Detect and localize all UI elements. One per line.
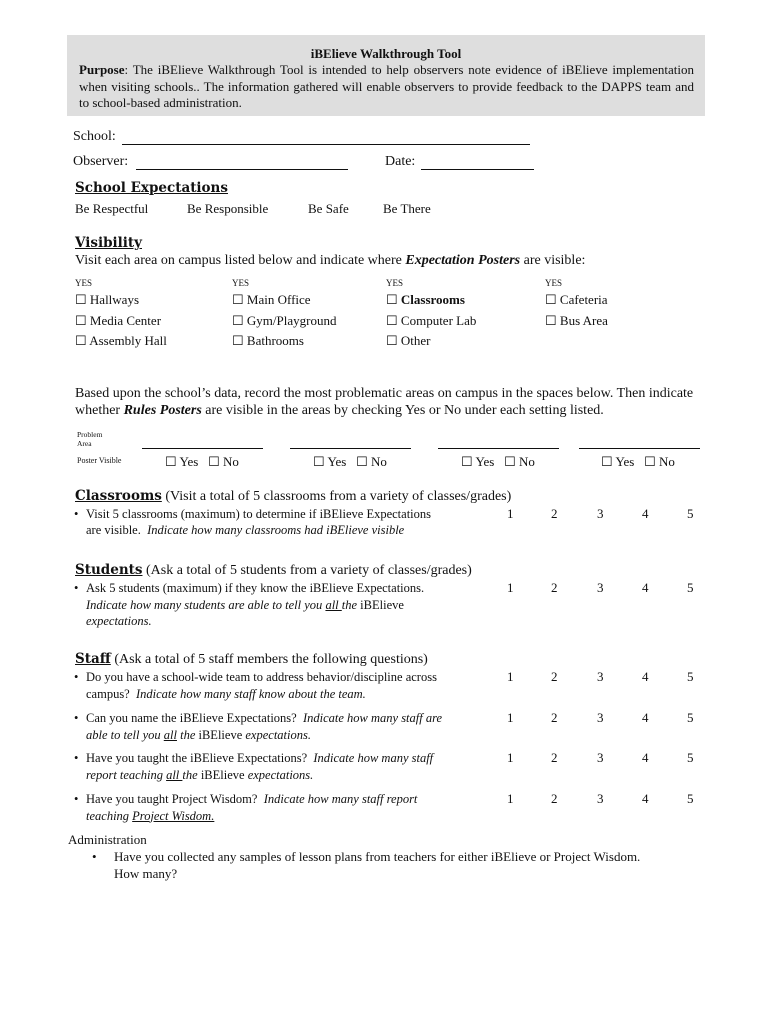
poster-visible-label: Poster Visible: [77, 456, 122, 465]
area-checkbox-computer-lab[interactable]: ☐ Computer Lab: [386, 313, 477, 328]
staff-question-4: • Have you taught Project Wisdom? Indicate how many staff report teaching Project Wisdom.: [86, 791, 417, 824]
expectation-item: Be Respectful: [75, 201, 149, 216]
area-checkbox-main-office[interactable]: ☐ Main Office: [232, 292, 311, 307]
observer-label: Observer:: [73, 154, 129, 169]
students-item: • Ask 5 students (maximum) if they know the iBElieve Expectations. Indicate how many students are able to tell you all the iBElieve expectations.: [86, 580, 424, 630]
problem-area-input[interactable]: [290, 448, 411, 449]
expectation-item: Be There: [383, 201, 431, 216]
admin-item: • Have you collected any samples of lesson plans from teachers for either iBElieve or Project Wisdom. How many?: [92, 849, 641, 881]
area-checkbox-other[interactable]: ☐ Other: [386, 333, 431, 348]
staff-question-3: • Have you taught the iBElieve Expectations? Indicate how many staff report teaching all the iBElieve expectations.: [86, 750, 433, 783]
problem-area-input[interactable]: [142, 448, 263, 449]
area-checkbox-assembly-hall[interactable]: ☐ Assembly Hall: [75, 333, 167, 348]
staff-question-1: • Do you have a school-wide team to address behavior/discipline across campus? Indicate how many staff know about the team.: [86, 669, 437, 702]
header-box: [67, 35, 705, 116]
poster-yes-no-2[interactable]: ☐ Yes ☐ No: [313, 454, 387, 469]
visibility-instruction: Visit each area on campus listed below and indicate where Expectation Posters are visible:: [75, 253, 586, 268]
students-heading: Students: [75, 562, 143, 578]
school-input-line[interactable]: [122, 144, 530, 145]
problem-area-input[interactable]: [579, 448, 700, 449]
date-input-line[interactable]: [421, 169, 534, 170]
poster-yes-no-3[interactable]: ☐ Yes ☐ No: [461, 454, 535, 469]
problem-area-input[interactable]: [438, 448, 559, 449]
problem-instruction: Based upon the school’s data, record the most problematic areas on campus in the spaces below. Then indicate whether Rules Posters are visible in the areas by checking Yes or No under each setting listed.: [75, 386, 694, 418]
purpose-body: : The iBElieve Walkthrough Tool is intended to help observers note evidence of iBElieve implementation when visiting schools.. The information gathered will enable observers to provide feedback to the DAPPS team and to school-based administration.: [79, 62, 694, 110]
expectation-item: Be Responsible: [187, 201, 269, 216]
classrooms-heading: Classrooms: [75, 488, 162, 504]
poster-yes-no-4[interactable]: ☐ Yes ☐ No: [601, 454, 675, 469]
expectations-heading: School Expectations: [75, 180, 228, 196]
visibility-heading: Visibility: [75, 235, 142, 251]
area-checkbox-media-center[interactable]: ☐ Media Center: [75, 313, 162, 328]
expectation-item: Be Safe: [308, 201, 349, 216]
observer-input-line[interactable]: [136, 169, 348, 170]
staff-section: Staff (Ask a total of 5 staff members the following questions): [75, 651, 428, 667]
students-section: Students (Ask a total of 5 students from a variety of classes/grades): [75, 562, 472, 578]
yes-header: YES: [232, 278, 250, 288]
classrooms-section: Classrooms (Visit a total of 5 classrooms from a variety of classes/grades): [75, 488, 512, 504]
area-checkbox-gym-playground[interactable]: ☐ Gym/Playground: [232, 313, 337, 328]
yes-header: YES: [75, 278, 93, 288]
yes-header: YES: [386, 278, 404, 288]
area-checkbox-bathrooms[interactable]: ☐ Bathrooms: [232, 333, 304, 348]
admin-heading: Administration: [68, 832, 147, 847]
area-checkbox-hallways[interactable]: ☐ Hallways: [75, 292, 140, 307]
area-checkbox-classrooms[interactable]: ☐ Classrooms: [386, 292, 465, 307]
poster-yes-no-1[interactable]: ☐ Yes ☐ No: [165, 454, 239, 469]
area-checkbox-cafeteria[interactable]: ☐ Cafeteria: [545, 292, 608, 307]
school-label: School:: [73, 129, 116, 144]
yes-header: YES: [545, 278, 563, 288]
purpose-label: Purpose: [79, 62, 125, 77]
document-title: iBElieve Walkthrough Tool: [310, 46, 462, 61]
date-label: Date:: [385, 154, 416, 169]
staff-question-2: • Can you name the iBElieve Expectations? Indicate how many staff are able to tell you all the iBElieve expectations.: [86, 710, 442, 743]
area-checkbox-bus-area[interactable]: ☐ Bus Area: [545, 313, 608, 328]
staff-heading: Staff: [75, 651, 111, 667]
purpose-text: [79, 62, 694, 112]
problem-area-label: Problem Area: [77, 430, 103, 448]
classrooms-item: • Visit 5 classrooms (maximum) to determine if iBElieve Expectations are visible. Indicate how many classrooms had iBElieve visible: [86, 506, 431, 538]
